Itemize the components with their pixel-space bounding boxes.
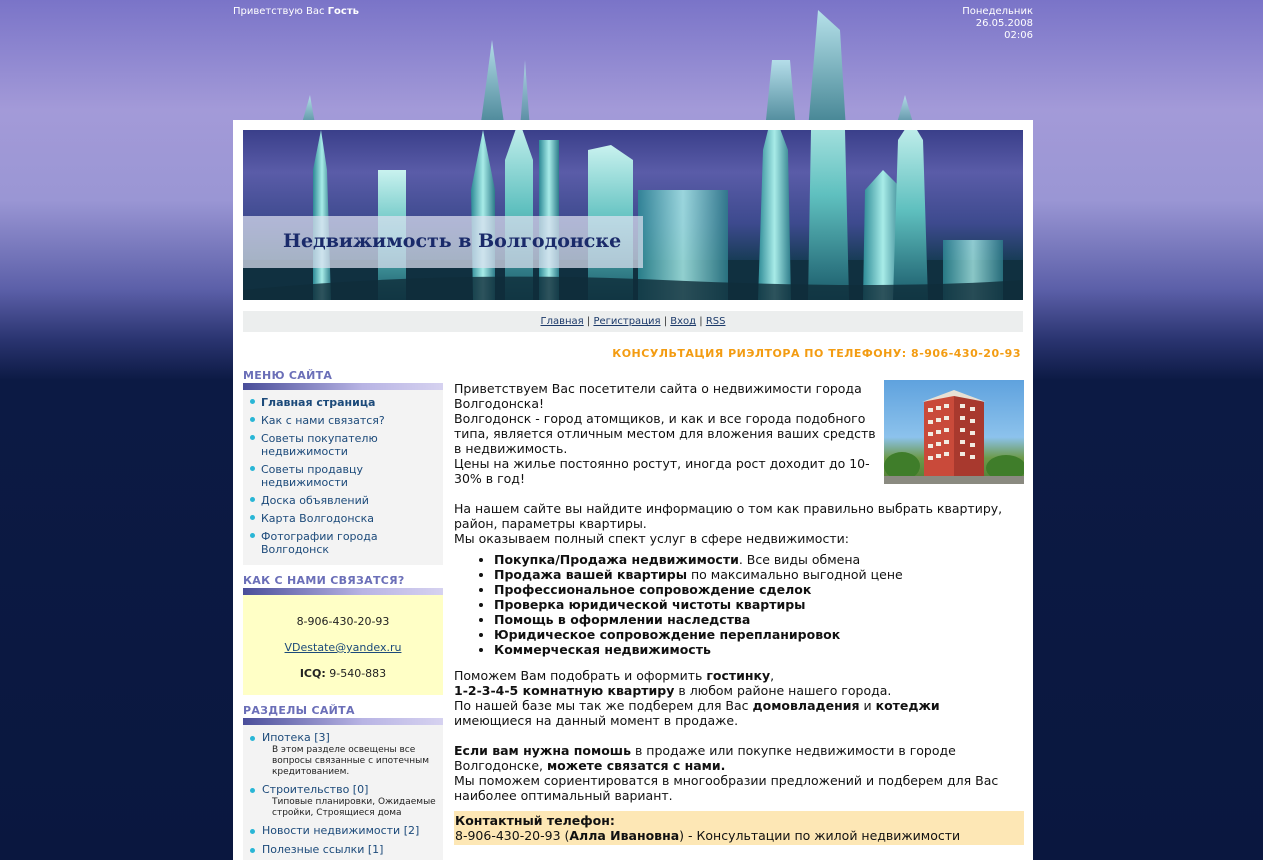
phone-label: Контактный телефон:	[455, 813, 615, 828]
day-of-week: Понедельник	[962, 6, 1033, 17]
menu-block-title: МЕНЮ САЙТА	[243, 368, 443, 390]
menu-item-contact[interactable]: Как с нами связатся?	[249, 412, 437, 430]
service-item: • Проверка юридической чистоты квартиры	[494, 597, 1024, 612]
site-menu	[243, 390, 443, 565]
site-title: Недвижимость в Волгодонске	[283, 230, 622, 252]
service-item: • Покупка/Продажа недвижимости. Все виды обмена	[494, 552, 1024, 567]
section-construction-link[interactable]: Строительство [0]	[249, 783, 437, 797]
contact-email-link[interactable]: VDestate@yandex.ru	[284, 641, 402, 654]
intro-line-3: Цены на жилье постоянно ростут, иногда рост доходит до 10-30% в год!	[454, 456, 870, 486]
section-construction-desc: Типовые планировки, Ожидаемые стройки, Строящиеся дома	[272, 797, 436, 818]
date: 26.05.2008	[975, 18, 1033, 29]
service-item: • Коммерческая недвижимость	[494, 642, 1024, 657]
banner-city-image	[243, 130, 1023, 300]
intro-line-2: Волгодонск - город атомщиков, и как и все города подобного типа, является отличным местом для вложения ваших средств в недвижимость.	[454, 411, 876, 456]
menu-item-photos[interactable]: Фотографии города Волгодонск	[249, 528, 437, 559]
service-item: • Юридическое сопровождение перепланировок	[494, 627, 1024, 642]
nav-login-link[interactable]: Вход	[670, 316, 697, 327]
time: 02:06	[1004, 30, 1033, 41]
page-container	[233, 120, 1033, 860]
greeting-prefix: Приветствую Вас	[233, 6, 325, 17]
section-mortgage-desc: В этом разделе освещены все вопросы связанные с ипотечным кредитованием.	[272, 745, 429, 777]
greeting-user: Гость	[327, 6, 359, 17]
contact-box	[243, 595, 443, 695]
menu-item-home[interactable]: Главная страница	[249, 394, 437, 412]
info-line-1: На нашем сайте вы найдите информацию о том как правильно выбрать квартиру, район, параметры квартиры.	[454, 501, 1003, 531]
section-mortgage-link[interactable]: Ипотека [3]	[249, 731, 437, 745]
intro-line-1: Приветствуем Вас посетители сайта о недвижимости города Волгодонска!	[454, 381, 862, 411]
site-sections	[243, 725, 443, 860]
nav-register-link[interactable]: Регистрация	[593, 316, 661, 327]
building-illustration	[884, 380, 1024, 484]
service-item: • Профессиональное сопровождение сделок	[494, 582, 1024, 597]
section-news-link[interactable]: Новости недвижимости [2]	[249, 824, 437, 838]
nav-separator: |	[699, 316, 703, 327]
menu-item-buyer-tips[interactable]: Советы покупателю недвижимости	[249, 430, 437, 461]
greeting	[233, 6, 359, 17]
nav-rss-link[interactable]: RSS	[705, 316, 726, 327]
offer-paragraph: Поможем Вам подобрать и оформить гостинку, 1-2-3-4-5 комнатную квартиру в любом районе нашего города. По нашей базе мы так же подберем для Вас домовладения и котеджи имеющиеся на данный момент в продаже.	[454, 668, 940, 728]
service-item: • Помощь в оформлении наследства	[494, 612, 1024, 627]
date-time	[900, 6, 1033, 42]
services-list	[454, 552, 1024, 657]
top-nav	[243, 311, 1023, 332]
main-content	[454, 381, 1024, 845]
sidebar	[243, 368, 443, 860]
icq-label: ICQ:	[299, 667, 326, 680]
help-paragraph: Если вам нужна помошь в продаже или покупке недвижимости в городе Волгодонске, можете связатся с нами. Мы поможем сориентироватся в многообразии предложений и подберем для Вас наиболее оптимальный вариант.	[454, 743, 999, 803]
service-item: • Продажа вашей квартиры по максимально выгодной цене	[494, 567, 1024, 582]
contact-phone-box: Контактный телефон: 8-906-430-20-93 (Алла Ивановна) - Консультации по жилой недвижимости	[454, 811, 1024, 845]
info-line-2: Мы оказываем полный спект услуг в сфере недвижимости:	[454, 531, 849, 546]
building-photo	[884, 380, 1024, 484]
consult-banner: КОНСУЛЬТАЦИЯ РИЭЛТОРА ПО ТЕЛЕФОНУ: 8-906-430-20-93	[612, 347, 1021, 360]
contact-phone: 8-906-430-20-93	[296, 615, 390, 628]
nav-separator: |	[586, 316, 591, 327]
menu-item-board[interactable]: Доска объявлений	[249, 492, 437, 510]
nav-home-link[interactable]: Главная	[540, 316, 584, 327]
nav-separator: |	[663, 316, 668, 327]
icq-number: 9-540-883	[329, 667, 387, 680]
menu-item-map[interactable]: Карта Волгодонска	[249, 510, 437, 528]
header-banner	[243, 130, 1023, 300]
contact-block-title: КАК С НАМИ СВЯЗАТСЯ?	[243, 573, 443, 595]
sections-block-title: РАЗДЕЛЫ САЙТА	[243, 703, 443, 725]
section-links-link[interactable]: Полезные ссылки [1]	[249, 843, 437, 857]
menu-item-seller-tips[interactable]: Советы продавцу недвижимости	[249, 461, 437, 492]
